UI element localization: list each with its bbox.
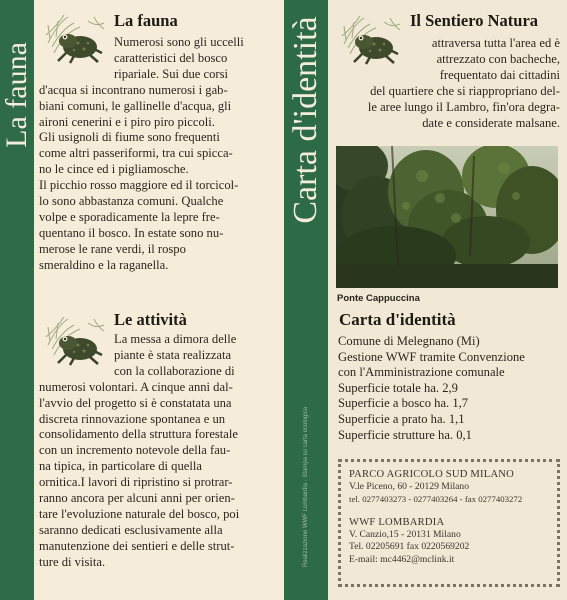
org-wwf-name: WWF LOMBARDIA: [349, 516, 445, 528]
attivita-text: [39, 332, 277, 571]
fauna-panel: [34, 0, 284, 600]
left-band-title: La fauna: [0, 42, 33, 148]
text-line: Il picchio rosso maggiore ed il torcicol-: [39, 178, 239, 193]
text-line: Numerosi sono gli uccelli: [114, 35, 244, 49]
ponte-photo: [336, 146, 558, 288]
text-line: ornitica.I lavori di ripristino si protrar-: [39, 475, 233, 490]
text-line: le aree lungo il Lambro, fin'ora degra-: [367, 99, 560, 114]
text-line: con un incremento notevole della fau-: [39, 443, 231, 458]
text-line: smeraldino e la raganella.: [39, 257, 169, 272]
text-line: ranno ancora per alcuni anni per orien-: [39, 491, 235, 506]
org-wwf-email: E-mail: mc4462@mclink.it: [349, 553, 455, 565]
org-wwf-phone: Tel. 02205691 fax 0220569202: [349, 541, 470, 553]
text-line: ture di visita.: [39, 554, 106, 569]
text-line: date e considerate malsane.: [422, 115, 560, 130]
text-line: l'avvio del progetto si è constatata una: [39, 395, 232, 410]
carta-facts: [338, 334, 560, 443]
mid-band-title: Carta d'identità: [287, 16, 324, 224]
fact-amministrazione: con l'Amministrazione comunale: [338, 365, 505, 380]
fact-superficie-totale: Superficie totale ha. 2,9: [338, 380, 458, 395]
text-line: piante è stata realizzata: [114, 347, 232, 362]
fauna-title: La fauna: [114, 11, 178, 30]
sentiero-title: Il Sentiero Natura: [410, 11, 539, 30]
text-line: no le cince ed i pigliamosche.: [39, 162, 189, 177]
text-line: merose le rane verdi, il rospo: [39, 241, 186, 256]
text-line: ripariale. Sui due corsi: [114, 66, 229, 81]
text-line: quentano il bosco. In estate sono nu-: [39, 225, 224, 240]
org-wwf-address: V. Canzio,15 - 20131 Milano: [349, 528, 461, 540]
forest-river-photo: [336, 146, 558, 288]
fact-superficie-prato: Superficie a prato ha. 1,1: [338, 411, 465, 426]
print-credit: Realizzazione WWF Lombardia · Stampa su carta ecologica: [303, 406, 309, 568]
text-line: attraversa tutta l'area ed è: [431, 36, 560, 50]
text-line: con la collaborazione di: [114, 363, 235, 378]
text-line: tare l'evoluzione naturale del bosco, poi: [39, 506, 240, 521]
org-parco-address: V.le Piceno, 60 - 20129 Milano: [349, 481, 470, 492]
text-line: discreta rinnovazione spontanea e un: [39, 411, 226, 426]
org-parco-phone: tel. 0277403273 - 0277403264 - fax 0277403272: [349, 494, 523, 505]
text-line: come altri passeriformi, tra cui spicca-: [39, 146, 233, 161]
text-line: La messa a dimora delle: [114, 332, 237, 346]
photo-caption: Ponte Cappuccina: [337, 293, 420, 304]
text-line: frequentato dai cittadini: [439, 67, 560, 82]
text-line: del quartiere che si riappropriano del-: [370, 83, 560, 98]
text-line: saranno dedicati esclusivamente alla: [39, 522, 223, 537]
carta-title: Carta d'identità: [339, 310, 456, 329]
text-line: d'acqua si incontrano numerosi i gab-: [39, 82, 228, 97]
text-line: numerosi volontari. A cinque anni dal-: [39, 379, 233, 394]
text-line: caratteristici del bosco: [114, 50, 228, 65]
text-line: na tipica, in particolare di quella: [39, 459, 202, 474]
text-line: Gli usignoli di fiume sono frequenti: [39, 130, 220, 145]
fauna-text: [39, 35, 277, 274]
fact-superficie-strutture: Superficie strutture ha. 0,1: [338, 427, 472, 442]
mid-title-band: [284, 0, 328, 600]
text-line: consolidamento della struttura forestale: [39, 427, 238, 442]
fact-superficie-bosco: Superficie a bosco ha. 1,7: [338, 396, 469, 411]
text-line: aironi cenerini e i piro piro piccoli.: [39, 114, 215, 129]
org-parco-name: PARCO AGRICOLO SUD MILANO: [349, 469, 515, 480]
contacts-box: [338, 459, 560, 587]
left-title-band: [0, 0, 34, 600]
sentiero-text: [338, 36, 560, 131]
fact-comune: Comune di Melegnano (Mi): [338, 334, 480, 348]
text-line: lo sono abbastanza comuni. Qualche: [39, 194, 224, 209]
text-line: volpe e sporadicamente la lepre fre-: [39, 209, 220, 224]
text-line: biani comuni, le gallinelle d'acqua, gli: [39, 98, 232, 113]
text-line: attrezzato con bacheche,: [436, 51, 560, 66]
text-line: manutenzione dei sentieri e delle strut-: [39, 538, 235, 553]
fact-gestione: Gestione WWF tramite Convenzione: [338, 349, 525, 364]
attivita-title: Le attività: [114, 310, 187, 329]
